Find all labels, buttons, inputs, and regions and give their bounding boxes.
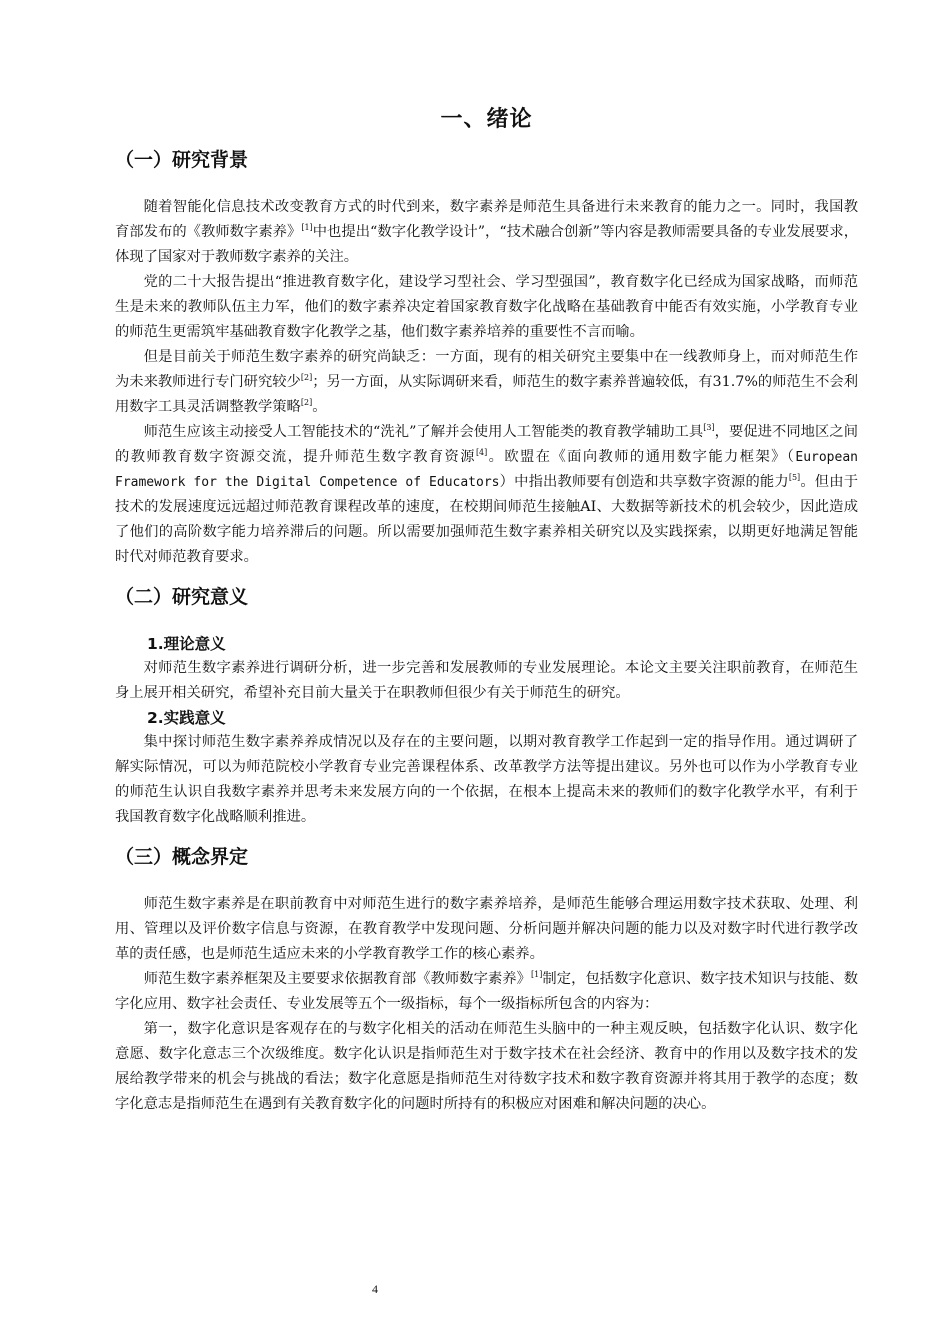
paragraph: 师范生数字素养框架及主要要求依据教育部《教师数字素养》[1]制定，包括数字化意识、数字技术知识与技能、数字化应用、数字社会责任、专业发展等五个一级指标，每个一级指标所包含的内容为： <box>115 970 859 1012</box>
english-title: European Framework for the Digital Competence of Educators <box>115 450 858 490</box>
subheading-theoretical: 1.理论意义 <box>147 635 226 653</box>
page-number: 4 <box>372 1282 378 1296</box>
paragraph: 但是目前关于师范生数字素养的研究尚缺乏：一方面，现有的相关研究主要集中在一线教师身上，而对师范生作为未来教师进行专门研究较少[2]；另一方面，从实际调研来看，师范生的数字素养普遍较低，有31.7%的师范生不会利用数字工具灵活调整教学策略[2]。 <box>115 349 859 415</box>
section-heading-significance: （二）研究意义 <box>115 586 249 608</box>
paragraph: 对师范生数字素养进行调研分析，进一步完善和发展教师的专业发展理论。本论文主要关注职前教育，在师范生身上展开相关研究，希望补充目前大量关于在职教师但很少有关于师范生的研究。 <box>115 660 858 701</box>
citation-ref[interactable]: [1] <box>531 970 543 979</box>
page-content <box>115 100 858 1117</box>
section-heading-background: （一）研究背景 <box>115 149 249 171</box>
citation-ref[interactable]: [2] <box>300 398 313 407</box>
paragraph: 党的二十大报告提出“推进教育数字化，建设学习型社会、学习型强国”，教育数字化已经成为国家战略，而师范生是未来的教师队伍主力军，他们的数字素养决定着国家教育数字化战略在基础教育中能否有效实施，小学教育专业的师范生更需筑牢基础教育数字化教学之基，他们数字素养培养的重要性不言而喻。 <box>115 274 858 340</box>
citation-ref[interactable]: [5] <box>788 473 801 482</box>
citation-ref[interactable]: [2] <box>300 373 313 382</box>
paragraph: 第一，数字化意识是客观存在的与数字化相关的活动在师范生头脑中的一种主观反映，包括数字化认识、数字化意愿、数字化意志三个次级维度。数字化认识是指师范生对于数字技术在社会经济、教育中的作用以及数字技术的发展给教学带来的机会与挑战的看法；数字化意愿是指师范生对待数字技术和数字教育资源并将其用于教学的态度；数字化意志是指师范生在遇到有关教育数字化的问题时所持有的积极应对困难和解决问题的决心。 <box>115 1021 858 1112</box>
citation-ref[interactable]: [1] <box>301 223 313 232</box>
paragraph: 随着智能化信息技术改变教育方式的时代到来，数字素养是师范生具备进行未来教育的能力之一。同时，我国教育部发布的《教师数字素养》[1]中也提出“数字化教学设计”，“技术融合创新”等内容是教师需要具备的专业发展要求，体现了国家对于教师数字素养的关注。 <box>115 199 859 265</box>
paragraph: 师范生数字素养是在职前教育中对师范生进行的数字素养培养，是师范生能够合理运用数字技术获取、处理、利用、管理以及评价数字信息与资源，在教育教学中发现问题、分析问题并解决问题的能力以及对数字时代进行教学改革的责任感，也是师范生适应未来的小学教育教学工作的核心素养。 <box>115 896 858 962</box>
citation-ref[interactable]: [4] <box>475 448 488 457</box>
subheading-practical: 2.实践意义 <box>147 709 226 727</box>
citation-ref[interactable]: [3] <box>703 423 715 432</box>
chapter-title: 一、绪论 <box>440 107 533 132</box>
section-heading-definition: （三）概念界定 <box>115 846 249 868</box>
paragraph: 集中探讨师范生数字素养养成情况以及存在的主要问题，以期对教育教学工作起到一定的指导作用。通过调研了解实际情况，可以为师范院校小学教育专业完善课程体系、改革教学方法等提出建议。另外也可以作为小学教育专业的师范生认识自我数字素养并思考未来发展方向的一个依据，在根本上提高未来的教师们的数字化教学水平，有利于我国教育数字化战略顺利推进。 <box>115 734 858 825</box>
paragraph: 师范生应该主动接受人工智能技术的“洗礼”了解并会使用人工智能类的教育教学辅助工具[3]，要促进不同地区之间的教师教育数字资源交流，提升师范生数字教育资源[4]。欧盟在《面向教师的通用数字能力框架》（European Framework for the Digital Competence of Educators）中指出教师要有创造和共享数字资源的能力[5]。但由于技术的发展速度远远超过师范教育课程改革的速度，在校期间师范生接触AI、大数据等新技术的机会较少，因此造成了他们的高阶数字能力培养滞后的问题。所以需要加强师范生数字素养相关研究以及实践探索，以期更好地满足智能时代对师范教育要求。 <box>115 423 859 565</box>
